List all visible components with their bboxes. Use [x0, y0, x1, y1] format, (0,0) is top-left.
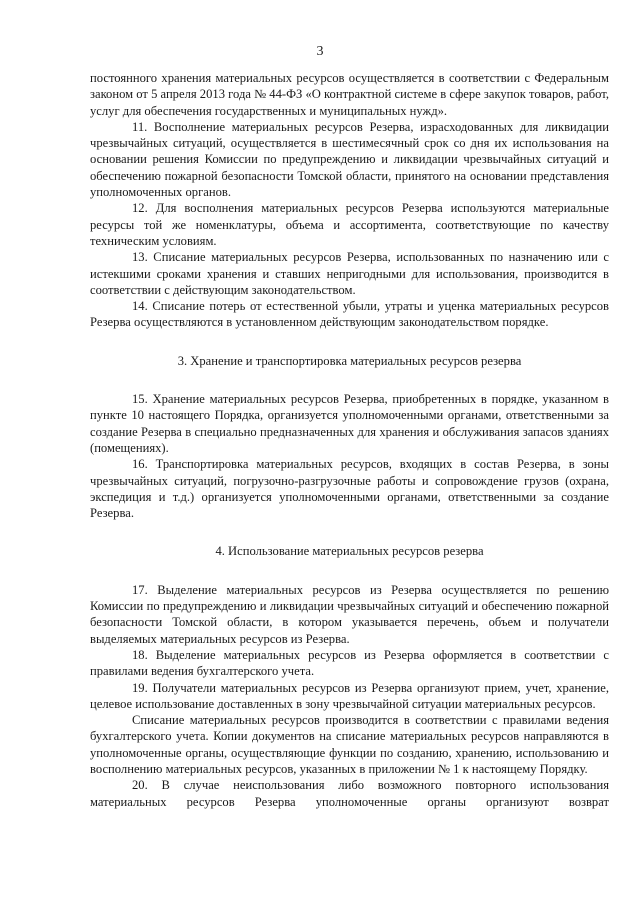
document-body — [90, 70, 609, 810]
paragraph-16: 16. Транспортировка материальных ресурсов, входящих в состав Резерва, в зоны чрезвычайных ситуаций, погрузочно-разгрузочные работы и сопровождение грузов (охрана, экспедиция и т.д.) организуется уполномоченными органами, ответственными за создание Резерва. — [90, 457, 609, 521]
paragraph-19-writeoff: Списание материальных ресурсов производится в соответствии с правилами ведения бухгалтерского учета. Копии документов на списание материальных ресурсов направляются в уполномоченные органы, осуществляющие функции по созданию, хранению, использованию и восполнению материальных ресурсов, указанных в приложении № 1 к настоящему Порядку. — [90, 713, 609, 776]
paragraph-18: 18. Выделение материальных ресурсов из Резерва оформляется в соответствии с правилами ведения бухгалтерского учета. — [90, 647, 609, 679]
paragraph-13: 13. Списание материальных ресурсов Резерва, использованных по назначению или с истекшими сроками хранения и ставших непригодными для использования, производится в соответствии с действующим законодательством. — [90, 250, 609, 297]
paragraph-19: 19. Получатели материальных ресурсов из Резерва организуют прием, учет, хранение, целевое использование доставленных в зону чрезвычайной ситуации материальных ресурсов. — [90, 680, 609, 711]
paragraph-11: 11. Восполнение материальных ресурсов Резерва, израсходованных для ликвидации чрезвычайных ситуаций, осуществляется в шестимесячный срок со дня их использования на основании решения Комиссии по предупреждению и ликвидации чрезвычайных ситуаций и обеспечению пожарной безопасности Томской области, принятого на основании представления уполномоченных органов. — [90, 119, 609, 200]
paragraph-17: 17. Выделение материальных ресурсов из Резерва осуществляется по решению Комиссии по предупреждению и ликвидации чрезвычайных ситуаций и обеспечению пожарной безопасности Томской области, в котором указывается перечень, объем и получатели выделяемых материальных ресурсов из Резерва. — [90, 582, 609, 646]
section-heading-4: 4. Использование материальных ресурсов резерва — [215, 544, 484, 559]
paragraph-15: 15. Хранение материальных ресурсов Резерва, приобретенных в порядке, указанном в пункте 10 настоящего Порядка, организуется уполномоченными органами, ответственными за создание Резерва в специально предназначенных для хранения и обслуживания запасов зданиях (помещениях). — [90, 392, 609, 455]
page-number: 3 — [316, 44, 324, 59]
paragraph-14: 14. Списание потерь от естественной убыли, утраты и уценка материальных ресурсов Резерва осуществляются в установленном действующим законодательством порядке. — [90, 299, 609, 330]
paragraph-12: 12. Для восполнения материальных ресурсов Резерва используются материальные ресурсы той же номенклатуры, объема и ассортимента, соответствующие по качеству техническим условиям. — [90, 201, 609, 248]
paragraph-20: 20. В случае неиспользования либо возможного повторного использования материальных ресурсов Резерва уполномоченные органы организуют возврат — [90, 778, 609, 809]
paragraph-continuation: постоянного хранения материальных ресурсов осуществляется в соответствии с Федеральным законом от 5 апреля 2013 года № 44-ФЗ «О контрактной системе в сфере закупок товаров, работ, услуг для обеспечения государственных и муниципальных нужд». — [90, 71, 609, 118]
section-heading-3: 3. Хранение и транспортировка материальных ресурсов резерва — [177, 353, 522, 368]
